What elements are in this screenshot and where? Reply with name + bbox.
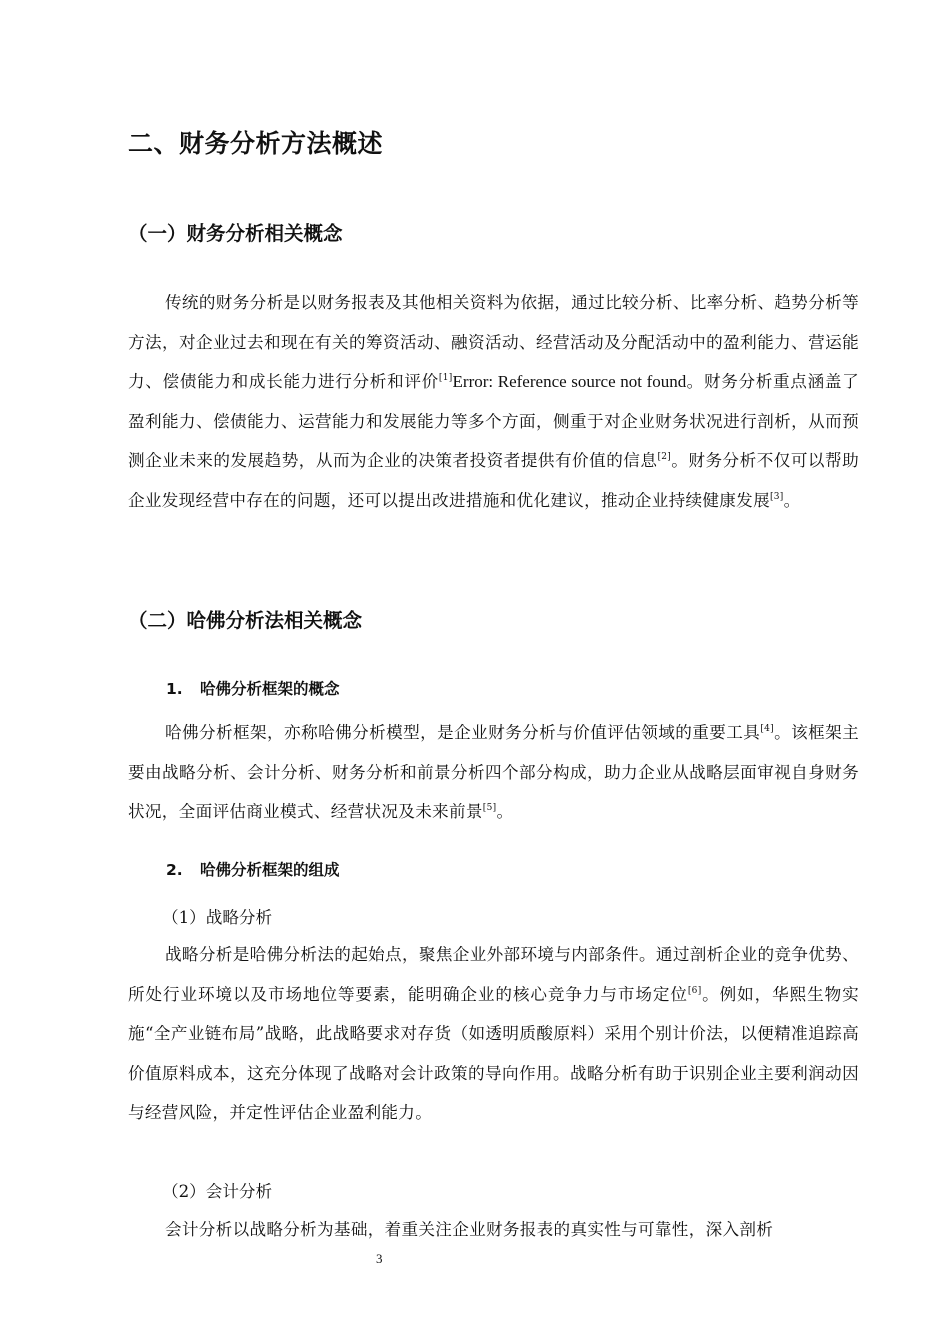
section-heading-2: （二）哈佛分析法相关概念 <box>128 609 363 632</box>
item-label-strategy: （1）战略分析 <box>162 908 273 927</box>
text-run: 。财务分析重点涵盖了盈利能力、偿债能力、运营能力和发展能力等多个方面，侧重于对企业财务状况进行剖析，从而预测企业未来的发展趋势，从而为企业的决策者投资者提供有价值的信息 <box>128 372 860 470</box>
citation-2: [2] <box>657 452 672 462</box>
citation-3: [3] <box>769 491 784 502</box>
citation-4: [4] <box>760 724 774 734</box>
text-run: 传统的财务分析是以财务报表及其他相关资料为依据，通过比较分析、比率分析、趋势分析等方法，对企业过去和现在有关的筹资活动、融资活动、经营活动及分配活动中的盈利能力、营运能力、偿债能力和成长能力进行分析和评价 <box>128 293 859 391</box>
section-heading-1: （一）财务分析相关概念 <box>128 222 343 245</box>
chapter-heading: 二、财务分析方法概述 <box>128 129 384 158</box>
text-run: 。财务分析不仅可以帮助企业发现经营中存在的问题，还可以提出改进措施和优化建议，推动企业持续健康发展 <box>128 451 859 510</box>
subsection-title: 哈佛分析框架的组成 <box>200 861 340 879</box>
subsection-title: 哈佛分析框架的概念 <box>200 680 340 698</box>
paragraph-harvard-concept <box>128 713 859 832</box>
citation-1: [1] <box>438 373 453 383</box>
text-run: 战略分析是哈佛分析法的起始点，聚焦企业外部环境与内部条件。通过剖析企业的竞争优势、所处行业环境以及市场地位等要素，能明确企业的核心竞争力与市场定位 <box>128 945 859 1004</box>
text-run: 。 <box>496 802 514 821</box>
item-label-accounting: （2）会计分析 <box>162 1182 273 1201</box>
citation-5: [5] <box>482 803 497 813</box>
text-run: 。该框架主要由战略分析、会计分析、财务分析和前景分析四个部分构成，助力企业从战略层面审视自身财务状况，全面评估商业模式、经营状况及未来前景 <box>128 723 860 821</box>
subsection-number: 1. <box>166 680 183 698</box>
reference-error-text: Error: Reference source not found <box>452 372 687 391</box>
paragraph-accounting-analysis: 会计分析以战略分析为基础，着重关注企业财务报表的真实性与可靠性，深入剖析 <box>165 1220 774 1239</box>
subsection-heading-1 <box>166 677 340 699</box>
text-run: 哈佛分析框架，亦称哈佛分析模型，是企业财务分析与价值评估领域的重要工具 <box>165 723 761 742</box>
text-run: 。例如，华熙生物实施“全产业链布局”战略，此战略要求对存货（如透明质酸原料）采用个别计价法，以便精准追踪高价值原料成本，这充分体现了战略对会计政策的导向作用。战略分析有助于识别企业主要利润动因与经营风险，并定性评估企业盈利能力。 <box>128 984 859 1122</box>
subsection-heading-2 <box>166 858 340 880</box>
text-run: 。 <box>783 490 801 510</box>
subsection-number: 2. <box>166 861 183 879</box>
paragraph-strategy-analysis <box>128 935 859 1133</box>
citation-6: [6] <box>687 985 702 996</box>
page-number: 3 <box>376 1251 383 1266</box>
paragraph-financial-analysis <box>128 283 859 520</box>
